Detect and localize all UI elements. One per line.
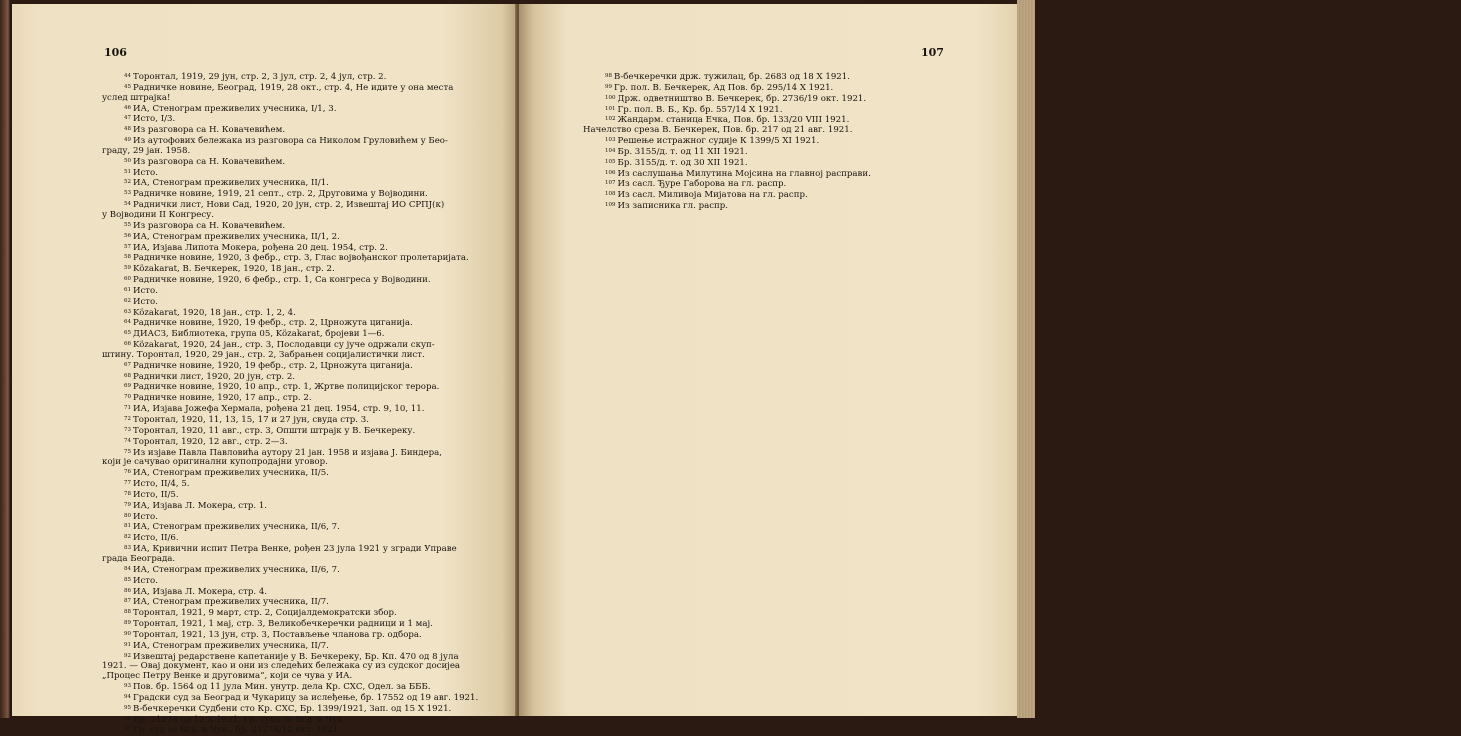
left-page-number: 106 [104,46,127,59]
footnote-text: Торонтал, 1921, 9 март, стр. 2, Социјалдемократски збор. [133,608,397,619]
left-page [12,4,517,736]
show-through-text [1131,174,1461,404]
footnote-text: Торонтал, 1919, 29 јун, стр. 2, 3 јул, стр. 2, 4 јул, стр. 2. [133,72,387,82]
footnote-number: 76 [124,469,131,476]
footnote-line [102,693,502,704]
footnote-text: ИА, Кривични испит Петра Венке, рођен 23 јула 1921 у згради Управе [133,544,457,555]
footnote-text: В-бечкеречки држ. тужилац, бр. 2683 од 18 Х 1921. [614,72,850,82]
footnote-number: 44 [124,73,131,79]
footnote-number: 51 [124,168,131,175]
footnote-number: 49 [124,137,131,144]
footnote-number: 58 [124,254,131,261]
footnote-text: Из сасл. Ђуре Габорова на гл. распр. [617,179,787,190]
footnote-line [583,136,983,147]
footnote-text: Пов. бр. 1564 од 11 јула Мин. унутр. дела Кр. СХС, Одел. за БББ. [133,682,431,693]
footnote-line [102,437,502,448]
footnote-text: Радничке новине, Београд, 1919, 28 окт., стр. 4, Не идите у она места [133,82,454,93]
footnote-number: 67 [124,361,131,368]
footnote-text: Радничке новине, 1920, 19 фебр., стр. 2, Црножута циганија. [133,318,413,329]
footnote-text: Торонтал, 1920, 12 авг., стр. 2—3. [133,436,288,447]
footnote-line [102,297,502,308]
footnote-text: Исто. [133,285,158,296]
footnote-text: Раднички лист, 1920, 20 јун, стр. 2. [133,371,296,382]
footnote-line [583,94,983,105]
footnote-number: 66 [124,341,131,348]
footnote-line [102,608,502,619]
footnote-text: ИА, Изјава Л. Мокера, стр. 4. [133,586,268,597]
footnote-line [102,114,502,125]
footnote-line [583,126,983,136]
footnote-line [102,404,502,415]
right-page-number: 107 [921,46,944,59]
footnote-text: Радничке новине, 1920, 17 апр., стр. 2. [133,393,312,404]
footnote-text: Исто. [133,575,158,586]
footnote-number: 53 [124,190,131,197]
right-footnotes [583,72,983,212]
footnote-line [102,372,502,383]
footnote-line [102,125,502,136]
footnote-text: ИА, Стенограм преживелих учесника, II/6, 7. [133,564,340,575]
footnote-number: 105 [605,158,616,165]
footnote-line [102,565,502,576]
footnote-number: 86 [124,587,131,594]
footnote-text: Из записника гл. распр. [617,201,728,212]
footnote-line [102,393,502,404]
footnote-line [102,426,502,437]
footnote-text: Гр. пол. В. Бечкерек, Ад Пов. бр. 295/14 Х 1921. [614,82,834,93]
footnote-line [102,189,502,200]
footnote-text: Жандарм. станица Ечка, Пов. бр. 133/20 VIII 1921. [617,115,850,126]
footnote-text: Гр. суд за Бгд. и Чук., бр. 21278/12 окт. 1921. [133,725,341,736]
footnote-line [102,597,502,608]
footnote-text: Közakarat, 1920, 24 јан., стр. 3, Послодавци су јуче одржали скуп- [133,340,435,351]
footnote-number: 54 [124,201,131,208]
footnote-line [102,178,502,189]
footnote-text: ИА, Стенограм преживелих учесника, II/7. [133,597,329,608]
footnote-text: Радничке новине, 1920, 10 апр., стр. 1, Жртве полицијског терора. [133,382,440,393]
footnote-line [102,361,502,372]
footnote-number: 61 [124,286,131,293]
footnote-text: Раднички лист, Нови Сад, 1920, 20 јун, стр. 2, Извештај ИО СРПЈ(к) [133,200,445,211]
footnote-text: Из разговора са Н. Ковачевићем. [133,220,286,231]
footnote-number: 59 [124,265,131,272]
footnote-text: ИА, Стенограм преживелих учесника, II/5. [133,468,329,479]
footnote-line [102,147,502,157]
footnote-line [102,490,502,501]
footnote-number: 93 [124,683,131,690]
footnote-line [102,94,502,104]
footnote-text: Исто, II/5. [133,489,179,500]
footnote-number: 85 [124,576,131,583]
footnote-line [102,275,502,286]
footnote-number: 64 [124,319,131,326]
footnote-text: ИА, Стенограм преживелих учесника, II/1. [133,178,329,189]
footnote-text: Исто. [133,296,158,307]
footnote-number: 78 [124,490,131,497]
footnote-number: 84 [124,565,131,572]
footnote-text: Држ. одветништво В. Бечкерек, бр. 2736/19 окт. 1921. [617,93,867,104]
footnote-number: 83 [124,545,131,552]
footnote-text: Торонтал, 1921, 13 јун, стр. 3, Постављење чланова гр. одбора. [133,629,422,640]
footnote-number: 104 [605,147,616,154]
footnote-number: 87 [124,598,131,605]
footnote-number: 52 [124,179,131,186]
footnote-number: 95 [124,704,131,711]
footnote-number: 96 [124,715,131,722]
footnote-text: Из сасл. Миливоја Мијатова на гл. распр. [617,190,808,201]
footnote-text: у Војводини II Конгресу. [102,209,214,220]
footnote-line [583,147,983,158]
footnote-number: 63 [124,308,131,315]
footnote-text: Исто, II/4, 5. [133,479,190,490]
footnote-line [102,512,502,523]
footnote-number: 48 [124,126,131,133]
footnote-text: Исто. [133,167,158,178]
footnote-number: 60 [124,276,131,283]
footnote-line [583,201,983,212]
footnote-number: 88 [124,609,131,616]
footnote-text: Гр. пол. В. Б., Кр. бр. 557/14 Х 1921. [617,104,783,115]
footnote-line [102,221,502,232]
footnote-text: Бр. 21278 од 12 Х 1921, Гр. суда за Бгд. и Чук. [133,714,346,725]
footnote-line [102,253,502,264]
footnote-number: 47 [124,115,131,122]
footnote-line [102,243,502,254]
footnote-number: 108 [605,191,616,198]
footnote-number: 91 [124,641,131,648]
footnote-text: услед штрајка! [102,92,171,103]
footnote-number: 56 [124,232,131,239]
footnote-text: Исто, II/6. [133,533,179,544]
footnote-text: штину. Торонтал, 1920, 29 јан., стр. 2, Забрањен социјалистички лист. [102,349,425,360]
footnote-line [102,704,502,715]
footnote-text: Исто. [133,511,158,522]
footnote-number: 70 [124,394,131,401]
footnote-line [102,715,502,726]
footnote-line [102,232,502,243]
footnote-line [583,169,983,180]
footnote-text: „Процес Петру Венке и друговима“, који се чува у ИА. [102,671,353,682]
footnote-text: ИА, Изјава Јожефа Хермала, рођена 21 дец. 1954, стр. 9, 10, 11. [133,404,425,415]
footnote-text: Торонтал, 1921, 1 мај, стр. 3, Великобечкеречки радници и 1 мај. [133,619,433,630]
footnote-number: 100 [605,94,616,101]
footnote-number: 50 [124,157,131,164]
footnote-text: Из разговора са Н. Ковачевићем. [133,156,286,167]
footnote-number: 107 [605,180,616,187]
footnote-text: Исто, I/3. [133,114,176,125]
footnote-number: 68 [124,372,131,379]
footnote-line [102,533,502,544]
page-edges [1017,0,1035,718]
footnote-line [102,351,502,361]
footnote-line [102,157,502,168]
footnote-number: 82 [124,534,131,541]
footnote-number: 94 [124,693,131,700]
footnote-line [102,522,502,533]
footnote-text: Бр. 3155/д. т. од 11 XII 1921. [617,146,748,157]
footnote-text: В-бечкеречки Судбени сто Кр. СХС, Бр. 1399/1921, Зап. од 15 Х 1921. [133,703,452,714]
footnote-text: Közakarat, В. Бечкерек, 1920, 18 јан., стр. 2. [133,264,335,275]
footnote-line [583,105,983,116]
footnote-text: Торонтал, 1920, 11, 13, 15, 17 и 27 јун, свуда стр. 3. [133,415,369,425]
footnote-number: 73 [124,426,131,433]
footnote-number: 89 [124,620,131,627]
footnote-number: 65 [124,330,131,337]
footnote-line [102,587,502,598]
footnote-text: ИА, Стенограм преживелих учесника, II/7. [133,640,329,651]
footnote-line [102,72,502,83]
footnote-number: 92 [124,652,131,659]
footnote-line [102,329,502,340]
footnote-number: 98 [605,73,612,79]
footnote-text: Радничке новине, 1920, 19 фебр., стр. 2, Црножута циганија. [133,360,413,371]
footnote-number: 106 [605,169,616,176]
footnote-text: Торонтал, 1920, 11 авг., стр. 3, Општи штрајк у В. Бечкереку. [133,425,416,436]
footnote-text: 1921. — Овај документ, као и они из следећих бележака су из судског досијеа [102,661,461,672]
footnote-text: Радничке новине, 1919, 21 септ., стр. 2, Друговима у Војводини. [133,189,428,200]
footnote-number: 75 [124,448,131,455]
footnote-line [102,318,502,329]
footnote-text: Радничке новине, 1920, 3 фебр., стр. 3, Глас војвођанског пролетаријата. [133,253,469,264]
footnote-line [583,72,983,83]
footnote-text: града Београда. [102,553,176,564]
footnote-text: ИА, Стенограм преживелих учесника, I/1, 3. [133,103,337,114]
footnote-number: 97 [124,726,131,733]
footnote-text: ИА, Стенограм преживелих учесника, II/6, 7. [133,522,340,533]
footnote-line [102,168,502,179]
footnote-line [102,468,502,479]
footnote-text: ИА, Стенограм преживелих учесника, II/1, 2. [133,231,340,242]
footnote-line [102,725,502,736]
footnote-number: 72 [124,416,131,422]
footnote-number: 90 [124,630,131,637]
footnote-number: 46 [124,104,131,111]
footnote-number: 71 [124,405,131,412]
right-page [519,4,1017,716]
footnote-text: Из саслушања Милутина Мојсина на главној расправи. [617,168,871,179]
footnote-text: граду, 29 јан. 1958. [102,145,191,156]
footnote-text: Начелство среза В. Бечкерек, Пов. бр. 217 од 21 авг. 1921. [583,125,853,136]
footnote-number: 55 [124,221,131,228]
footnote-text: ИА, Изјава Липота Мокера, рођена 20 дец. 1954, стр. 2. [133,242,388,253]
footnote-text: Решење истражног судије К 1399/5 XI 1921. [617,136,820,147]
footnote-number: 81 [124,523,131,530]
footnote-line [102,479,502,490]
footnote-number: 77 [124,480,131,487]
footnote-text: Извештај редарствене капетаније у В. Бечкереку, Бр. Кп. 470 од 8 јула [133,651,459,662]
footnote-line [102,308,502,319]
footnote-line [102,682,502,693]
footnote-text: Из разговора са Н. Ковачевићем. [133,125,286,136]
footnote-text: Градски суд за Београд и Чукарицу за ислеђење, бр. 17552 од 19 авг. 1921. [133,692,479,703]
footnote-text: ИА, Изјава Л. Мокера, стр. 1. [133,500,268,511]
footnote-number: 99 [605,83,612,90]
footnote-line [102,382,502,393]
footnote-line [583,83,983,94]
footnote-line [102,672,502,682]
footnote-text: Közakarat, 1920, 18 јан., стр. 1, 2, 4. [133,307,296,318]
footnote-line [102,630,502,641]
footnote-number: 62 [124,297,131,304]
footnote-text: Бр. 3155/д. т. од 30 XII 1921. [617,157,748,168]
footnote-line [583,190,983,201]
footnote-line [583,179,983,190]
footnote-number: 45 [124,83,131,90]
footnote-number: 79 [124,501,131,508]
footnote-line [102,458,502,468]
footnote-number: 109 [605,202,616,209]
footnote-number: 69 [124,383,131,390]
footnote-line [102,211,502,221]
footnote-line [102,555,502,565]
footnote-number: 103 [605,137,616,144]
footnote-number: 57 [124,243,131,250]
footnote-line [102,104,502,115]
footnote-text: Из аутофових бележака из разговора са Николом Груловићем у Бео- [133,136,448,147]
footnote-text: који је сачувао оригинални купопродајни уговор. [102,457,328,468]
footnote-number: 80 [124,512,131,519]
footnote-text: Радничке новине, 1920, 6 фебр., стр. 1, Са конгреса у Војводини. [133,275,431,286]
footnote-line [102,264,502,275]
footnote-text: Из изјаве Павла Павловића аутору 21 јан. 1958 и изјава Ј. Биндера, [133,447,443,458]
footnote-number: 74 [124,437,131,444]
footnote-number: 101 [605,105,616,112]
footnote-line [583,158,983,169]
footnote-line [102,415,502,426]
footnote-line [102,641,502,652]
footnote-line [102,619,502,630]
footnote-number: 102 [605,116,616,123]
footnote-line [102,501,502,512]
left-footnotes [102,72,502,736]
footnote-line [102,286,502,297]
footnote-text: ДИАСЗ, Библиотека, група 05, Közakarat, бројеви 1—6. [133,329,385,340]
footnote-line [102,576,502,587]
